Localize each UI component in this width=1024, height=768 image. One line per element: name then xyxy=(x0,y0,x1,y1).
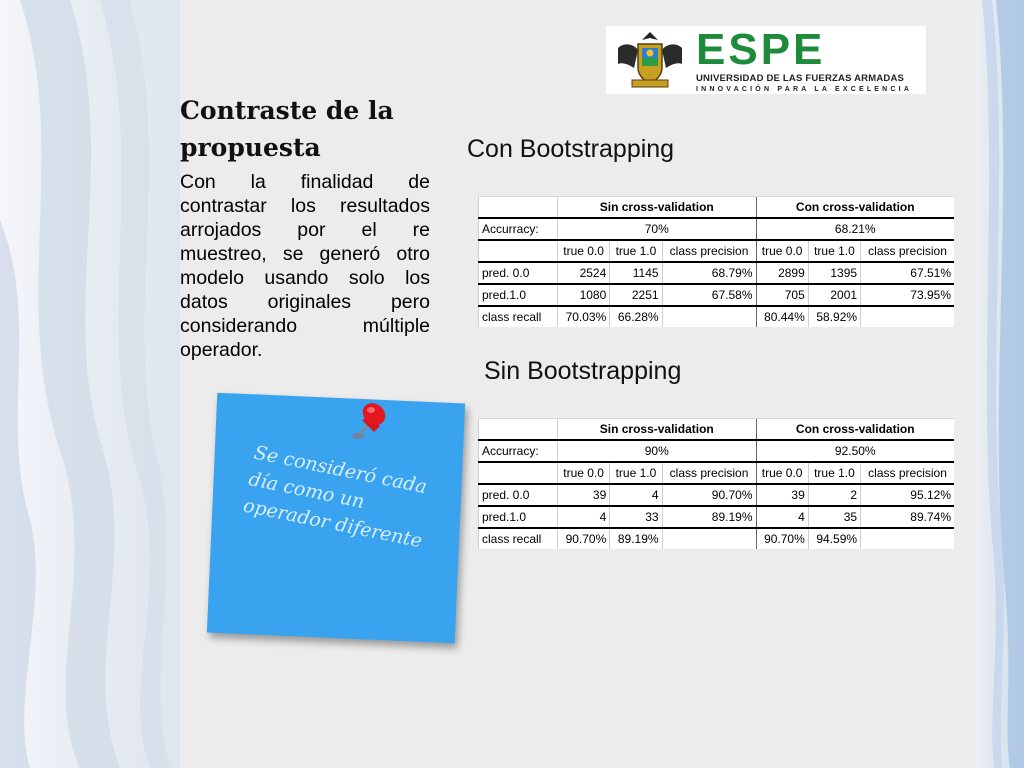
table-cell: 1395 xyxy=(808,262,860,284)
table-cell: 33 xyxy=(610,506,662,528)
logo-motto: INNOVACIÓN PARA LA EXCELENCIA xyxy=(696,85,913,93)
espe-logo xyxy=(606,26,926,94)
logo-wordmark: ESPE xyxy=(696,24,826,74)
column-header: true 0.0 xyxy=(756,462,808,484)
accuracy-value: 68.21% xyxy=(756,218,954,240)
table-cell: 68.79% xyxy=(662,262,756,284)
table-cell: 2524 xyxy=(558,262,610,284)
university-crest-icon xyxy=(610,28,690,92)
column-header: true 0.0 xyxy=(558,462,610,484)
table-cell: 67.58% xyxy=(662,284,756,306)
row-label: pred.1.0 xyxy=(479,506,558,528)
accuracy-value: 92.50% xyxy=(756,440,954,462)
column-header: true 1.0 xyxy=(808,240,860,262)
column-header-row xyxy=(479,240,955,262)
sticky-note xyxy=(207,393,465,644)
table-header-row xyxy=(479,197,955,219)
table-cell xyxy=(861,528,954,549)
row-label: class recall xyxy=(479,528,558,549)
table-cell xyxy=(479,240,558,262)
table-cell xyxy=(861,306,954,327)
page-title: Contraste de la propuesta xyxy=(180,96,394,162)
table-cell: 89.19% xyxy=(662,506,756,528)
push-pin-icon xyxy=(344,398,394,448)
table-cell: 39 xyxy=(756,484,808,506)
table-cell: 705 xyxy=(756,284,808,306)
accuracy-row xyxy=(479,440,955,462)
group-header: Con cross-validation xyxy=(756,197,954,219)
table-cell xyxy=(479,462,558,484)
table-cell: 89.19% xyxy=(610,528,662,549)
table-row xyxy=(479,262,955,284)
group-header: Sin cross-validation xyxy=(558,197,757,219)
accuracy-value: 90% xyxy=(558,440,757,462)
section-title-sin-bootstrapping: Sin Bootstrapping xyxy=(484,357,682,385)
row-label: pred. 0.0 xyxy=(479,484,558,506)
table-cell xyxy=(479,197,558,219)
row-label: Accurracy: xyxy=(479,218,558,240)
column-header: class precision xyxy=(861,240,954,262)
table-cell: 2251 xyxy=(610,284,662,306)
table-cell: 73.95% xyxy=(861,284,954,306)
accuracy-value: 70% xyxy=(558,218,757,240)
sticky-note-text: Se consideró cada día como un operador diferente xyxy=(241,441,429,553)
table-cell: 58.92% xyxy=(808,306,860,327)
column-header: true 1.0 xyxy=(610,240,662,262)
table-row xyxy=(479,506,955,528)
column-header: true 1.0 xyxy=(610,462,662,484)
table-cell: 2 xyxy=(808,484,860,506)
column-header: true 0.0 xyxy=(756,240,808,262)
table-row xyxy=(479,284,955,306)
table-cell: 90.70% xyxy=(662,484,756,506)
row-label: pred.1.0 xyxy=(479,284,558,306)
column-header: class precision xyxy=(662,240,756,262)
table-cell: 1145 xyxy=(610,262,662,284)
table-cell: 4 xyxy=(558,506,610,528)
table-cell: 89.74% xyxy=(861,506,954,528)
section-title-con-bootstrapping: Con Bootstrapping xyxy=(467,135,675,163)
column-header: class precision xyxy=(662,462,756,484)
table-cell xyxy=(662,306,756,327)
logo-university-name: UNIVERSIDAD DE LAS FUERZAS ARMADAS xyxy=(696,72,905,84)
table-cell: 1080 xyxy=(558,284,610,306)
table-cell: 90.70% xyxy=(756,528,808,549)
group-header: Con cross-validation xyxy=(756,419,954,441)
body-paragraph: Con la finalidad de contrastar los resultados arrojados por el re muestreo, se generó otro modelo usando solo los datos originales pero considerando múltiple operador. xyxy=(180,171,430,361)
table-row xyxy=(479,528,955,549)
table-cell: 2899 xyxy=(756,262,808,284)
column-header: true 0.0 xyxy=(558,240,610,262)
table-cell: 39 xyxy=(558,484,610,506)
column-header: true 1.0 xyxy=(808,462,860,484)
table-cell: 90.70% xyxy=(558,528,610,549)
table-cell: 4 xyxy=(610,484,662,506)
row-label: class recall xyxy=(479,306,558,327)
table-cell: 35 xyxy=(808,506,860,528)
table-cell: 4 xyxy=(756,506,808,528)
confusion-table-con-bootstrapping xyxy=(478,196,954,327)
table-cell: 70.03% xyxy=(558,306,610,327)
accuracy-row xyxy=(479,218,955,240)
table-row xyxy=(479,484,955,506)
table-cell: 2001 xyxy=(808,284,860,306)
table-cell: 95.12% xyxy=(861,484,954,506)
table-cell: 67.51% xyxy=(861,262,954,284)
table-cell: 66.28% xyxy=(610,306,662,327)
table-cell: 80.44% xyxy=(756,306,808,327)
table-cell: 94.59% xyxy=(808,528,860,549)
table-cell xyxy=(662,528,756,549)
table-header-row xyxy=(479,419,955,441)
column-header-row xyxy=(479,462,955,484)
left-decorative-panel xyxy=(0,0,180,768)
row-label: Accurracy: xyxy=(479,440,558,462)
table-cell xyxy=(479,419,558,441)
group-header: Sin cross-validation xyxy=(558,419,757,441)
row-label: pred. 0.0 xyxy=(479,262,558,284)
right-decorative-panel xyxy=(976,0,1024,768)
table-row xyxy=(479,306,955,327)
confusion-table-sin-bootstrapping xyxy=(478,418,954,549)
column-header: class precision xyxy=(861,462,954,484)
